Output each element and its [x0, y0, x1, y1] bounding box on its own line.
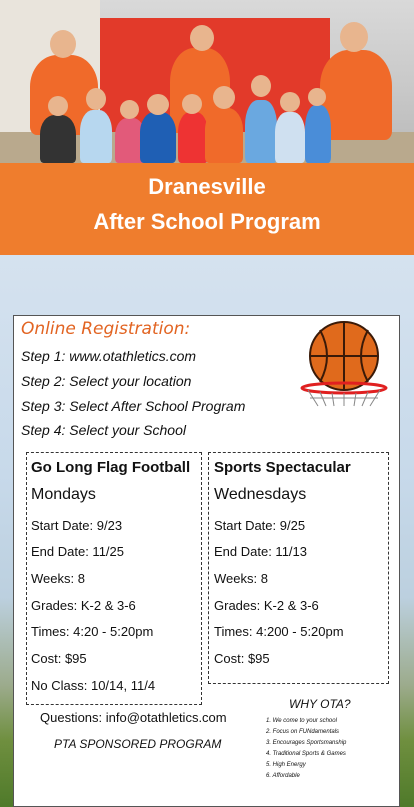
sports-cost: Cost: $95 [214, 651, 270, 666]
title-banner [0, 163, 414, 255]
step-2: Step 2: Select your location [21, 373, 192, 389]
questions-email: Questions: info@otathletics.com [40, 710, 227, 725]
football-end: End Date: 11/25 [31, 544, 124, 559]
football-cost: Cost: $95 [31, 651, 87, 666]
football-weeks: Weeks: 8 [31, 571, 85, 586]
program-title-sports: Sports Spectacular [214, 459, 351, 476]
football-times: Times: 4:20 - 5:20pm [31, 624, 154, 639]
sports-grades: Grades: K-2 & 3-6 [214, 598, 319, 613]
basketball-icon [300, 318, 390, 408]
why-item-6: 6. Affordable [266, 773, 300, 779]
program-day-sports: Wednesdays [214, 486, 307, 503]
why-ota-title: WHY OTA? [289, 697, 351, 711]
why-item-2: 2. Focus on FUNdamentals [266, 729, 340, 735]
football-grades: Grades: K-2 & 3-6 [31, 598, 136, 613]
step-1: Step 1: www.otathletics.com [21, 348, 197, 364]
sports-times: Times: 4:200 - 5:20pm [214, 624, 344, 639]
program-day-football: Mondays [31, 486, 96, 503]
banner-line-2: After School Program [93, 209, 321, 234]
banner-line-1: Dranesville [148, 174, 266, 199]
why-item-1: 1. We come to your school [266, 718, 337, 724]
program-title-football: Go Long Flag Football [31, 459, 191, 476]
step-4: Step 4: Select your School [21, 422, 186, 438]
football-noclass: No Class: 10/14, 11/4 [31, 678, 156, 693]
step-3: Step 3: Select After School Program [21, 398, 246, 414]
pta-sponsored: PTA SPONSORED PROGRAM [54, 737, 222, 751]
why-item-4: 4. Traditional Sports & Games [266, 751, 346, 757]
why-item-5: 5. High Energy [266, 762, 306, 768]
why-item-3: 3. Encourages Sportsmanship [266, 740, 347, 746]
sports-start: Start Date: 9/25 [214, 518, 306, 533]
sports-weeks: Weeks: 8 [214, 571, 268, 586]
sports-end: End Date: 11/13 [214, 544, 307, 559]
hero-photo [0, 0, 414, 163]
football-start: Start Date: 9/23 [31, 518, 123, 533]
registration-title: Online Registration: [21, 319, 191, 339]
